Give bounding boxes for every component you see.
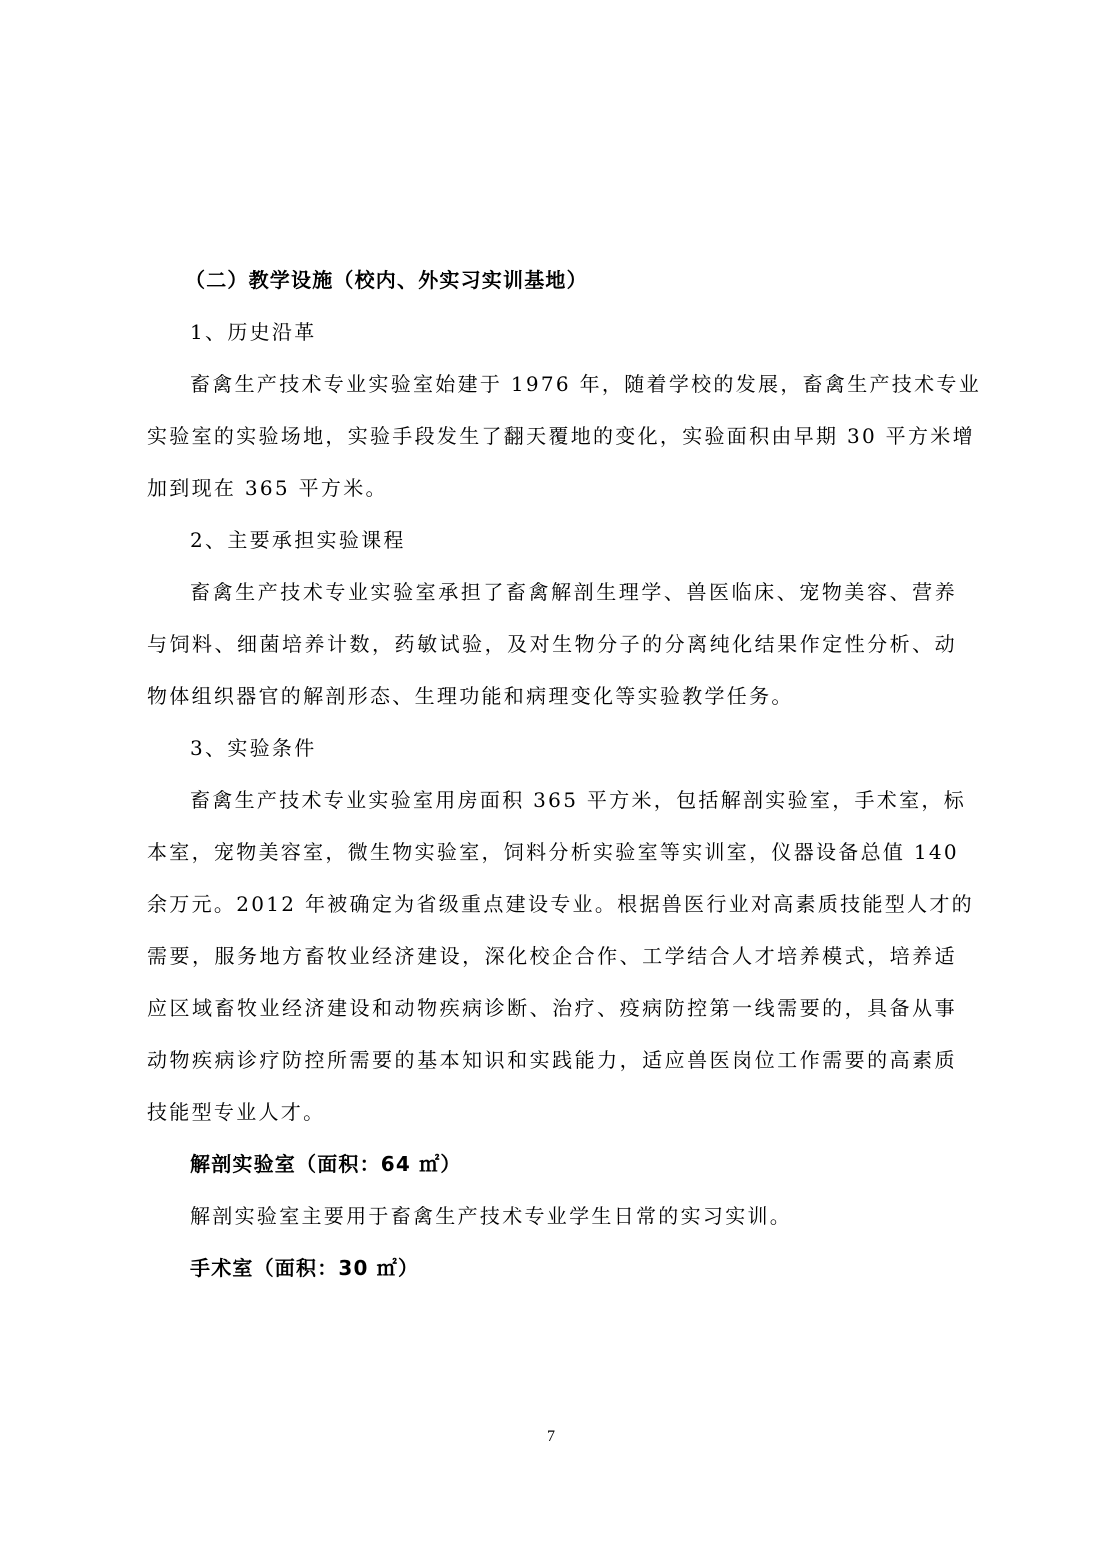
paragraph-line: 加到现在 365 平方米。 (147, 476, 388, 500)
paragraph-line: 畜禽生产技术专业实验室承担了畜禽解剖生理学、兽医临床、宠物美容、营养 (190, 580, 957, 604)
section-title: （二）教学设施（校内、外实习实训基地） (185, 268, 588, 292)
paragraph-line: 与饲料、细菌培养计数，药敏试验，及对生物分子的分离纯化结果作定性分析、动 (147, 632, 957, 656)
paragraph-line: 需要，服务地方畜牧业经济建设，深化校企合作、工学结合人才培养模式，培养适 (147, 944, 957, 968)
paragraph-line: 本室，宠物美容室，微生物实验室，饲料分析实验室等实训室，仪器设备总值 140 (147, 840, 959, 864)
page-number: 7 (547, 1428, 555, 1445)
paragraph-line: 动物疾病诊疗防控所需要的基本知识和实践能力，适应兽医岗位工作需要的高素质 (147, 1048, 957, 1072)
paragraph-line: 应区域畜牧业经济建设和动物疾病诊断、治疗、疫病防控第一线需要的，具备从事 (147, 996, 957, 1020)
page-body (147, 254, 982, 1294)
subsection-title-courses: 2、主要承担实验课程 (190, 528, 406, 552)
subsection-title-conditions: 3、实验条件 (190, 736, 317, 760)
room-title-operating-room: 手术室（面积：30 ㎡） (190, 1256, 420, 1280)
paragraph-line: 畜禽生产技术专业实验室用房面积 365 平方米，包括解剖实验室，手术室，标 (190, 788, 966, 812)
paragraph-line: 畜禽生产技术专业实验室始建于 1976 年，随着学校的发展，畜禽生产技术专业 (190, 372, 982, 396)
paragraph-line: 余万元。2012 年被确定为省级重点建设专业。根据兽医行业对高素质技能型人才的 (147, 892, 974, 916)
paragraph-line: 技能型专业人才。 (147, 1100, 326, 1124)
room-description-dissection-lab: 解剖实验室主要用于畜禽生产技术专业学生日常的实习实训。 (190, 1204, 793, 1228)
paragraph-line: 物体组织器官的解剖形态、生理功能和病理变化等实验教学任务。 (147, 684, 794, 708)
room-title-dissection-lab: 解剖实验室（面积：64 ㎡） (190, 1152, 462, 1176)
subsection-title-history: 1、历史沿革 (190, 320, 317, 344)
paragraph-line: 实验室的实验场地，实验手段发生了翻天覆地的变化，实验面积由早期 30 平方米增 (147, 424, 975, 448)
